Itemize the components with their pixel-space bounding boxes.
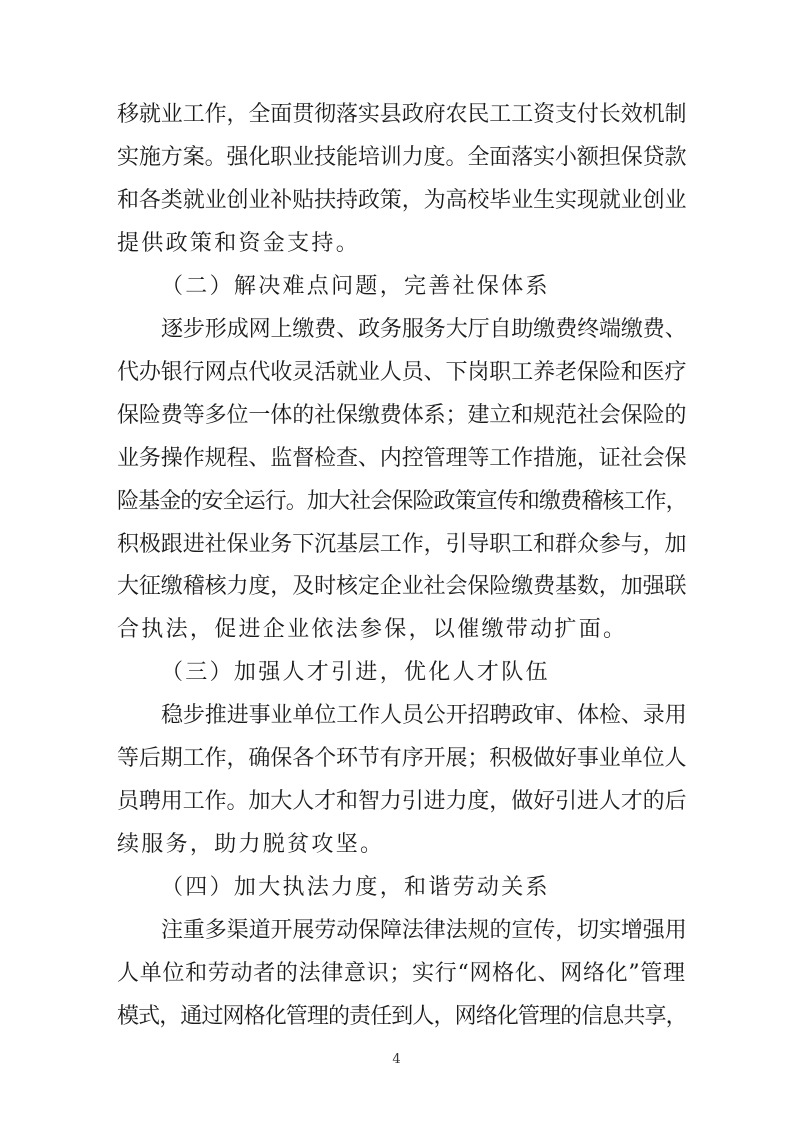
text-line-22: 模式，通过网格化管理的责任到人，网络化管理的信息共享， bbox=[117, 1004, 687, 1029]
text-line-18: 续服务，助力脱贫攻坚。 bbox=[117, 832, 385, 857]
text-line-7: 代办银行网点代收灵活就业人员、下岗职工养老保险和医疗 bbox=[117, 360, 687, 385]
text-line-10: 险基金的安全运行。加大社会保险政策宣传和缴费稽核工作， bbox=[117, 489, 687, 514]
section-heading-4: （四）加大执法力度，和谐劳动关系 bbox=[161, 875, 550, 900]
text-line-1: 移就业工作，全面贯彻落实县政府农民工工资支付长效机制 bbox=[117, 102, 687, 127]
text-line-9: 业务操作规程、监督检查、内控管理等工作措施，证社会保 bbox=[117, 446, 687, 471]
text-line-17: 员聘用工作。加大人才和智力引进力度，做好引进人才的后 bbox=[117, 789, 687, 814]
text-line-13: 合执法，促进企业依法参保，以催缴带动扩面。 bbox=[117, 617, 628, 642]
text-line-11: 积极跟进社保业务下沉基层工作，引导职工和群众参与，加 bbox=[117, 532, 687, 557]
text-line-16: 等后期工作，确保各个环节有序开展；积极做好事业单位人 bbox=[117, 746, 687, 771]
text-line-12: 大征缴稽核力度，及时核定企业社会保险缴费基数，加强联 bbox=[117, 574, 687, 599]
page-number: 4 bbox=[392, 1052, 401, 1067]
text-line-2: 实施方案。强化职业技能培训力度。全面落实小额担保贷款 bbox=[117, 145, 687, 170]
text-line-3: 和各类就业创业补贴扶持政策，为高校毕业生实现就业创业 bbox=[117, 188, 687, 213]
text-line-21: 人单位和劳动者的法律意识；实行“网格化、网络化”管理 bbox=[117, 961, 686, 986]
text-line-4: 提供政策和资金支持。 bbox=[117, 231, 361, 256]
text-line-8: 保险费等多位一体的社保缴费体系；建立和规范社会保险的 bbox=[117, 403, 687, 428]
section-heading-2: （二）解决难点问题，完善社保体系 bbox=[161, 274, 550, 299]
text-line-15: 稳步推进事业单位工作人员公开招聘政审、体检、录用 bbox=[161, 703, 687, 728]
section-heading-3: （三）加强人才引进，优化人才队伍 bbox=[161, 660, 550, 685]
text-line-20: 注重多渠道开展劳动保障法律法规的宣传，切实增强用 bbox=[161, 918, 687, 943]
text-line-6: 逐步形成网上缴费、政务服务大厅自助缴费终端缴费、 bbox=[161, 317, 687, 342]
